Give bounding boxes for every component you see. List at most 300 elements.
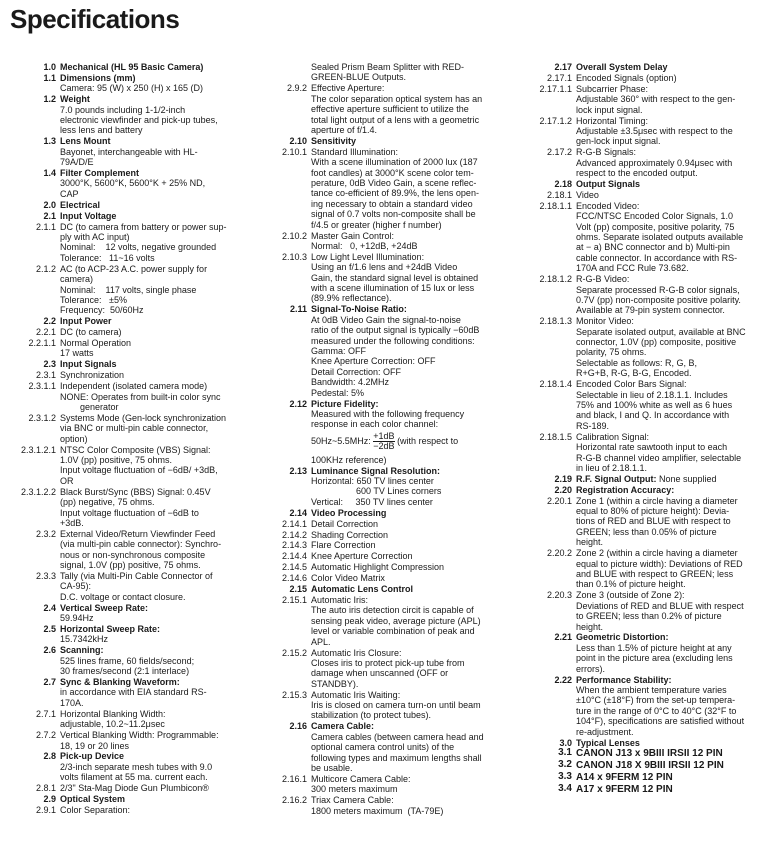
spec-line: Selectable in lieu of 2.18.1.1. Includes [576, 389, 728, 400]
spec-entry [4, 794, 254, 804]
spec-column-1 [4, 62, 254, 816]
spec-number: 2.9.1 [35, 804, 56, 815]
spec-line: 75% and 100% white as well as 6 hues [576, 400, 733, 410]
spec-number: 1.4 [43, 168, 56, 179]
spec-text: External Video/Return Viewfinder Feed [60, 528, 216, 539]
spec-line: with a scene illumination of 15 lux or less [311, 283, 475, 294]
spec-entry [518, 84, 770, 115]
spec-line: response in each color channel: [311, 419, 439, 430]
spec-column-2 [260, 62, 510, 817]
spec-line: R-G-B channel video amplifier, selectable [576, 452, 742, 463]
spec-entry [518, 760, 770, 771]
spec-line: Advanced approximately 0.94μsec with [576, 157, 733, 168]
spec-entry [4, 730, 254, 751]
spec-number: 2.12 [289, 398, 307, 409]
spec-number: 2.14 [289, 507, 307, 518]
spec-line: Separate isolated output, available at BNC [576, 326, 746, 337]
spec-entry [260, 774, 510, 795]
spec-line: FCC/NTSC Encoded Color Signals, 1.0 [576, 211, 734, 222]
spec-number: 1.3 [43, 136, 56, 147]
spec-entry [518, 201, 770, 274]
spec-content [576, 738, 770, 748]
spec-number: 2.3.1.2 [28, 412, 56, 423]
spec-number: 2.13 [289, 465, 307, 476]
spec-line: Adjustable ±3.5μsec with respect to the [576, 125, 733, 136]
spec-number: 2.7.2 [35, 730, 56, 741]
spec-text: Color Video Matrix [311, 573, 385, 584]
spec-entry [4, 709, 254, 730]
spec-line: equal to picture width): Deviations of RED [576, 558, 743, 569]
spec-heading: Optical System [60, 794, 126, 805]
spec-content [60, 211, 254, 221]
spec-text: Low Light Level Illumination: [311, 251, 425, 262]
spec-line: be usable. [311, 763, 353, 773]
spec-line: and black, I and Q. In accordance with [576, 410, 730, 421]
spec-line: option) [60, 433, 88, 444]
spec-text: Tally (via Multi-Pin Cable Connector of [60, 571, 213, 581]
spec-line: CAP [60, 188, 79, 199]
spec-line: 59.94Hz [60, 613, 94, 624]
spec-text: Zone 2 (within a circle having a diameter [576, 548, 738, 559]
spec-text: Flare Correction [311, 540, 376, 551]
spec-content [311, 62, 510, 83]
spec-entry [260, 466, 510, 508]
spec-content [60, 338, 254, 359]
spec-number: 2.20.2 [546, 548, 572, 559]
spec-entry [4, 327, 254, 337]
spec-number: 2.3.1.2.1 [20, 444, 56, 455]
spec-text: Horizontal Timing: [576, 115, 649, 126]
spec-line: Detail Correction: OFF [311, 366, 402, 377]
spec-text: Monitor Video: [576, 316, 634, 327]
spec-line: signal, 1.0V (pp) positive, 75 ohms. [60, 560, 201, 571]
spec-line: Camera cables (between camera head and [311, 731, 484, 742]
spec-entry [4, 211, 254, 221]
spec-text: Normal Operation [60, 338, 132, 349]
spec-number: 1.2 [43, 94, 56, 105]
spec-entry [518, 738, 770, 748]
spec-line: Input voltage fluctuation of −6dB to [60, 507, 199, 518]
spec-line: camera) [60, 274, 94, 285]
spec-line: Gain, the standard signal level is obtained [311, 272, 479, 283]
spec-line: The color separation optical system has an [311, 93, 483, 104]
spec-content [576, 274, 770, 316]
spec-entry [260, 540, 510, 550]
spec-content [576, 201, 770, 274]
spec-content [311, 530, 510, 540]
spec-entry [518, 485, 770, 495]
spec-text: Master Gain Control: [311, 230, 395, 241]
spec-number: 2.17.1 [546, 72, 572, 83]
spec-line: Horizontal rate sawtooth input to each [576, 442, 728, 453]
spec-text: Calibration Signal: [576, 431, 650, 442]
spec-line: CA-95): [60, 581, 92, 592]
spec-entry [518, 379, 770, 431]
spec-entry [4, 359, 254, 369]
spec-number: 2.16.2 [281, 795, 307, 806]
spec-heading: Scanning: [60, 645, 104, 656]
spec-number: 2.9.2 [286, 83, 307, 94]
spec-entry [4, 571, 254, 602]
spec-line: GREEN; less than 0.05% of picture [576, 526, 717, 537]
spec-content [576, 496, 770, 548]
spec-number: 1.0 [43, 62, 56, 72]
spec-entry [260, 62, 510, 83]
spec-number: 2.22 [554, 674, 572, 685]
spec-line: errors). [576, 663, 605, 674]
spec-line: electronic viewfinder and pick-up tubes, [60, 115, 218, 126]
spec-heading: Weight [60, 94, 90, 105]
spec-entry [518, 784, 770, 795]
spec-content [311, 83, 510, 135]
spec-line: measured under the following conditions: [311, 335, 475, 346]
spec-content [576, 116, 770, 147]
frequency-response-line [311, 432, 510, 451]
spec-entry [4, 200, 254, 210]
spec-content [60, 359, 254, 369]
spec-line: 170A. [60, 697, 84, 708]
spec-text: NTSC Color Composite (VBS) Signal: [60, 444, 211, 455]
spec-entry [4, 316, 254, 326]
spec-content [60, 603, 254, 624]
spec-line: Tolerance: ±5% [60, 294, 127, 305]
spec-text: Automatic Iris Waiting: [311, 689, 401, 700]
spec-entry [4, 751, 254, 782]
spec-entry [260, 147, 510, 230]
spec-line: Volt (pp) composite, positive polarity, 75 [576, 221, 735, 232]
spec-number: 2.20 [554, 484, 572, 495]
spec-number: 3.3 [558, 771, 572, 783]
spec-entry [4, 783, 254, 793]
spec-entry [4, 73, 254, 94]
spec-line: gen-lock input signal. [576, 136, 661, 147]
spec-number: 2.17 [554, 62, 572, 72]
spec-line: Available at 79-pin system connector. [576, 305, 725, 316]
spec-number: 2.3 [43, 359, 56, 370]
spec-line: tions of RED and BLUE with respect to [576, 516, 731, 527]
spec-line: Nominal: 12 volts, negative grounded [60, 242, 217, 253]
spec-line: Camera: 95 (W) x 250 (H) x 165 (D) [60, 83, 204, 94]
spec-text: Automatic Highlight Compression [311, 562, 445, 573]
spec-entry [518, 274, 770, 316]
spec-number: 2.6 [43, 645, 56, 656]
spec-content [60, 645, 254, 676]
spec-text: Detail Correction [311, 518, 379, 529]
spec-entry [260, 83, 510, 135]
spec-number: 3.0 [559, 737, 572, 748]
spec-heading: Filter Complement [60, 168, 140, 179]
spec-entry [260, 690, 510, 721]
spec-line: aperture of f/1.4. [311, 124, 378, 135]
spec-text: Zone 3 (outside of Zone 2): [576, 590, 685, 601]
spec-line: than 0.1% of picture height. [576, 579, 686, 590]
spec-text: DC (to camera) [60, 327, 122, 338]
spec-number: 2.1 [43, 210, 56, 221]
spec-text: Systems Mode (Gen-lock synchronization [60, 412, 227, 423]
spec-line: Input voltage fluctuation of −6dB/ +3dB, [60, 465, 218, 476]
spec-number: 2.10.1 [281, 146, 307, 157]
spec-line: signal of 0.7 volts non-composite shall be [311, 209, 476, 220]
spec-line: 1800 meters maximum (TA-79E) [311, 805, 444, 816]
spec-entry [4, 370, 254, 380]
spec-content [311, 519, 510, 529]
spec-entry [518, 548, 770, 590]
spec-line: damage when unscanned (OFF or [311, 668, 449, 679]
spec-content [576, 548, 770, 590]
spec-number: 3.1 [558, 747, 572, 759]
freq-tolerance [373, 432, 394, 451]
spec-number: 3.2 [558, 759, 572, 771]
spec-entry [260, 530, 510, 540]
spec-line: generator [60, 402, 119, 412]
spec-line: Vertical: 350 TV lines center [311, 496, 433, 507]
spec-line: 600 TV Lines corners [311, 486, 442, 497]
spec-heading-tail: None supplied [656, 473, 717, 484]
spec-number: 2.3.1.2.2 [20, 486, 56, 497]
page-title: Specifications [10, 4, 180, 34]
spec-number: 2.15.3 [281, 689, 307, 700]
spec-content [311, 584, 510, 594]
spec-number: 2.9 [43, 794, 56, 805]
spec-entry [518, 496, 770, 548]
spec-content [576, 179, 770, 189]
spec-heading: Electrical [60, 199, 101, 210]
spec-line: Nominal: 117 volts, single phase [60, 284, 197, 295]
spec-entry [260, 252, 510, 304]
spec-entry [260, 648, 510, 690]
spec-entry [260, 584, 510, 594]
freq-reference: 100KHz reference) [311, 454, 387, 465]
spec-number: 2.19 [554, 473, 572, 484]
spec-number: 2.17.1.1 [539, 83, 572, 94]
spec-content [60, 709, 254, 730]
spec-content [311, 252, 510, 304]
spec-line: 15.7342kHz [60, 634, 109, 645]
spec-line: cable connector. In accordance with RS- [576, 252, 738, 263]
spec-heading: Pick-up Device [60, 751, 125, 762]
spec-text: Shading Correction [311, 529, 389, 540]
spec-line: The auto iris detection circit is capable of [311, 605, 474, 616]
spec-content [311, 508, 510, 518]
spec-line: Normal: 0, +12dB, +24dB [311, 240, 418, 251]
spec-line: volts filament at 55 ma. current each. [60, 772, 208, 783]
spec-content [576, 772, 770, 783]
spec-text: Triax Camera Cable: [311, 795, 394, 806]
spec-entry [4, 94, 254, 136]
spec-content [60, 222, 254, 264]
spec-line: Separate processed R-G-B color signals, [576, 284, 740, 295]
spec-content [60, 794, 254, 804]
spec-entry [4, 136, 254, 167]
spec-heading: A17 x 9FERM 12 PIN [576, 784, 673, 796]
spec-entry [518, 590, 770, 632]
spec-text: 2/3" Sta-Mag Diode Gun Plumbicon® [60, 783, 209, 794]
spec-number: 1.1 [43, 72, 56, 83]
spec-text: Video [576, 189, 599, 200]
spec-text: Sealed Prism Beam Splitter with RED- [311, 62, 465, 72]
spec-line: +3dB. [60, 517, 84, 528]
spec-text: Standard Illumination: [311, 146, 399, 157]
spec-entry [518, 748, 770, 759]
spec-line: When the ambient temperature varies [576, 684, 727, 695]
spec-text: DC (to camera from battery or power sup- [60, 221, 227, 232]
spec-line: 30 frames/second (2:1 interlace) [60, 666, 190, 677]
spec-number: 2.10.2 [281, 230, 307, 241]
spec-number: 2.16.1 [281, 773, 307, 784]
spec-entry [4, 645, 254, 676]
spec-heading: Picture Fidelity: [311, 398, 379, 409]
spec-content [60, 487, 254, 529]
spec-line: Bayonet, interchangeable with HL- [60, 146, 198, 157]
spec-heading: R.F. Signal Output: [576, 473, 657, 484]
spec-content [311, 774, 510, 795]
spec-line: (89.9% reflectance). [311, 293, 392, 304]
spec-line: Closes iris to protect pick-up tube from [311, 657, 465, 668]
spec-line: optional camera control units) of the [311, 742, 455, 753]
spec-line: equal to 80% of picture height): Devia- [576, 506, 730, 517]
spec-line: level or variable combination of peak and [311, 626, 475, 637]
spec-heading: Sensitivity [311, 135, 357, 146]
spec-number: 2.14.5 [281, 562, 307, 573]
spec-number: 2.5 [43, 624, 56, 635]
spec-text: Encoded Video: [576, 200, 640, 211]
spec-line: height. [576, 537, 604, 548]
spec-number: 2.8 [43, 751, 56, 762]
spec-line: Measured with the following frequency [311, 408, 465, 419]
spec-line: Adjustable 360° with respect to the gen- [576, 94, 736, 105]
spec-text: R-G-B Video: [576, 274, 630, 285]
spec-text: Automatic Iris Closure: [311, 647, 402, 658]
spec-number: 2.20.1 [546, 495, 572, 506]
spec-content [311, 562, 510, 572]
spec-line: Bandwidth: 4.2MHz [311, 377, 390, 388]
spec-content [60, 677, 254, 708]
spec-text: Multicore Camera Cable: [311, 773, 411, 784]
spec-line: R+G+B, R-G, B-G, Encoded. [576, 368, 692, 379]
spec-heading: Video Processing [311, 507, 387, 518]
spec-entry [260, 562, 510, 572]
spec-content [60, 805, 254, 815]
spec-line: in lieu of 2.18.1.1. [576, 462, 648, 473]
spec-number: 2.3.1 [35, 370, 56, 381]
spec-entry [518, 179, 770, 189]
spec-text: Effective Aperture: [311, 83, 385, 94]
spec-content [311, 304, 510, 398]
spec-content [576, 485, 770, 495]
spec-line: foot candles) at 3000°K scene color tem- [311, 167, 474, 178]
spec-line: At 0dB Video Gain the signal-to-noise [311, 314, 461, 325]
spec-entry [260, 519, 510, 529]
spec-entry [260, 721, 510, 773]
spec-line: Gamma: OFF [311, 345, 367, 356]
spec-number: 2.18.1.3 [539, 316, 572, 327]
spec-number [260, 62, 311, 83]
spec-line: polarity, 75 ohms. [576, 347, 647, 358]
spec-heading: Performance Stability: [576, 674, 672, 685]
spec-line: STANDBY). [311, 678, 359, 689]
spec-number: 2.18.1.2 [539, 274, 572, 285]
spec-number: 2.14.6 [281, 573, 307, 584]
spec-line: connector, 1.0V (pp) composite, positive [576, 337, 737, 348]
spec-content [60, 529, 254, 571]
spec-number: 2.3.3 [35, 571, 56, 581]
spec-entry [260, 795, 510, 816]
spec-number: 2.14.3 [281, 540, 307, 551]
spec-number: 2.18.1 [546, 189, 572, 200]
spec-line: Knee Aperture Correction: OFF [311, 356, 436, 367]
spec-content [576, 432, 770, 474]
spec-line: Tolerance: 11~16 volts [60, 252, 155, 263]
spec-line: stabilization (to protect tubes). [311, 710, 432, 721]
spec-content [576, 474, 770, 484]
spec-heading: CANON J18 X 9BIII IRSII 12 PIN [576, 760, 724, 772]
spec-number: 2.17.2 [546, 147, 572, 158]
spec-line: 2/3-inch separate mesh tubes with 9.0 [60, 761, 213, 772]
spec-number: 2.1.1 [35, 221, 56, 232]
spec-number: 2.3.2 [35, 528, 56, 539]
spec-number: 2.18.1.1 [539, 200, 572, 211]
spec-content [311, 231, 510, 252]
spec-heading: Lens Mount [60, 136, 111, 147]
spec-entry [4, 624, 254, 645]
spec-heading: Output Signals [576, 178, 640, 189]
spec-content [576, 190, 770, 200]
spec-text: Independent (isolated camera mode) [60, 381, 208, 392]
spec-line: 104°F), specifications are satisfied without [576, 716, 745, 727]
spec-line: Deviations of RED and BLUE with respect [576, 600, 744, 611]
spec-content [60, 751, 254, 782]
spec-line: Pedestal: 5% [311, 387, 365, 398]
spec-content [576, 675, 770, 737]
spec-number: 2.11 [289, 304, 307, 315]
spec-text: Subcarrier Phase: [576, 83, 649, 94]
spec-content [576, 590, 770, 632]
spec-content [576, 748, 770, 759]
spec-line: APL. [311, 636, 331, 647]
spec-number: 2.10.3 [281, 251, 307, 262]
spec-line: nous or non-synchronous composite [60, 549, 206, 560]
spec-content [311, 147, 510, 230]
spec-number: 2.17.1.2 [539, 115, 572, 126]
spec-line: Less than 1.5% of picture height at any [576, 642, 732, 653]
spec-content [60, 136, 254, 167]
spec-number: 2.10 [289, 135, 307, 146]
spec-content [60, 624, 254, 645]
spec-content [60, 73, 254, 94]
spec-number: 2.2.1.1 [28, 338, 56, 349]
spec-content [311, 795, 510, 816]
spec-entry [518, 116, 770, 147]
spec-number: 2.14.2 [281, 529, 307, 540]
spec-entry [4, 264, 254, 316]
spec-entry [518, 147, 770, 178]
spec-heading: Overall System Delay [576, 62, 668, 72]
spec-heading: Luminance Signal Resolution: [311, 465, 441, 476]
spec-text: Color Separation: [60, 804, 131, 815]
spec-entry [4, 677, 254, 708]
spec-content [60, 264, 254, 316]
spec-entry [4, 168, 254, 199]
spec-number: 2.1.2 [35, 263, 56, 274]
spec-entry [4, 603, 254, 624]
spec-line: 1.0V (pp) positive, 75 ohms. [60, 455, 173, 466]
spec-number: 2.15.1 [281, 595, 307, 605]
spec-content [60, 445, 254, 487]
spec-number: 2.18 [554, 178, 572, 189]
spec-line: ratio of the output signal is typically −60dB [311, 325, 480, 336]
spec-entry [260, 399, 510, 466]
spec-line: 17 watts [60, 348, 94, 359]
